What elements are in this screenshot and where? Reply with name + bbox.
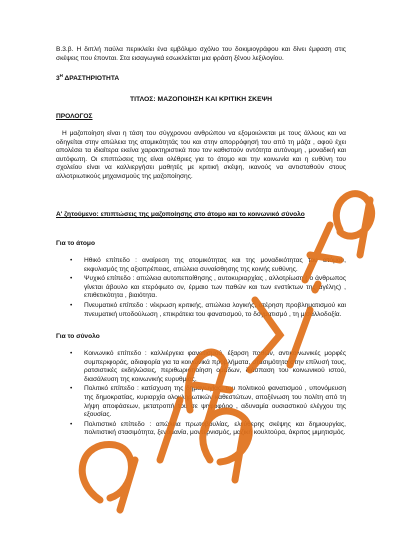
bullet-icon: • — [70, 257, 73, 264]
activity-label: ΔΡΑΣΤΗΡΙΟΤΗΤΑ — [62, 75, 120, 83]
individual-heading: Για το άτομο — [56, 240, 95, 247]
activity-number: 3 — [56, 75, 60, 83]
activity-superscript: Η — [59, 73, 63, 78]
intro-paragraph: Β.3.β. Η διπλή παύλα περικλείει ένα εμβόλιμο σχόλιο του δοκιμιογράφου και δίνει έμφαση στις σκέψεις που έπονται. Στα εισαγωγικά εσωκλείεται μια φράση ξένου λεξιλογίου. — [56, 46, 346, 62]
bullet-icon: • — [70, 275, 73, 283]
document-title: ΤΙΤΛΟΣ: ΜΑΖΟΠΟΙΗΣΗ ΚΑΙ ΚΡΙΤΙΚΗ ΣΚΕΨΗ — [129, 96, 273, 103]
prologue-paragraph: Η μαζοποίηση είναι η τάση του σύγχρονου ανθρώπου να εξομοιώνεται με τους άλλους και να οδηγείται στην απώλεια της ατομικότητάς του και στην απορρόφησή του από τη μάζα , αφού έχει απολέσει τα ιδιαίτερα εκείνα χαρακτηριστικά που τον καθιστούν οντότητα αυτόνομη , μοναδική και αυτόφωτη. Οι επιπτώσεις της είναι ολέθριες για το άτομο και την κοινωνία και η ευθύνη του σχολείου είναι να καλλιεργήσει μαθητές με κριτική σκέψη, ικανούς να αντισταθούν στους αλλοτριωτικούς μηχανισμούς της μαζοποίησης. — [56, 130, 346, 180]
bullet-icon: • — [70, 385, 73, 393]
bullet-icon: • — [70, 420, 73, 428]
society-heading: Για το σύνολο — [56, 333, 100, 340]
list-item: • Πνευματικό επίπεδο : νέκρωση κριτικής, απώλεια λογικής, στέρηση προβληματισμού και πνευματική υποδούλωση , επικράτεια του φανατισμού, το δογματισμό , τη μισαλλοδοξία. — [70, 301, 346, 318]
list-item: • Ηθικό επίπεδο : αναίρεση της ατομικότητας και της μοναδικότητας του ατόμου, εκφυλισμός της αξιοπρέπειας, απώλεια συναίσθησης της κοινής ευθύνης. — [70, 257, 346, 273]
list-item: • Κοινωνικό επίπεδο : καλλιέργεια φανατισμού, έξαρση παθών, αντικοινωνικές μορφές συμπεριφοράς, αδιαφορία για τα κοινωνικά προβλήματα, στασιμότητα στην επίλυσή τους, ρατσιστικές εκδηλώσεις, περιθωριοποίηση ομάδων, διάσπαση του κοινωνικού ιστού, διασάλευση της κοινωνικής ευρυθμίας. — [70, 350, 346, 383]
section-a-heading: Α' ζητούμενο: επιπτώσεις της μαζοποίησης στο άτομο και το κοινωνικό σύνολο — [56, 211, 305, 218]
list-item: • Πολιτιστικό επίπεδο : απώλεια πρωτοβουλίας, ελεύθερης σκέψης και δημιουργίας, πολιτιστική στασιμότητα, ξενομανία, μοντερνισμός, μαζική κουλτούρα, άκριτος μιμητισμός. — [70, 420, 346, 437]
individual-list — [70, 257, 346, 320]
bullet-icon: • — [70, 350, 73, 357]
list-item: • Πολιτικό επίπεδο : κατίσχυση της δημαγωγίας, του πολιτικού φανατισμού , υπονόμευση της δημοκρατίας, κυριαρχία ολοκληρωτικών καθεστώτων, αποξένωση του πολίτη από τη λήψη αποφάσεων, μετατροπή του σε ψηφοφόρο , αδυναμία ουσιαστικού ελέγχου της εξουσίας. — [70, 385, 346, 419]
prologue-heading: ΠΡΟΛΟΓΟΣ — [56, 113, 93, 120]
list-item: • Ψυχικό επίπεδο : απώλεια αυτοπεποίθησης , αυτοκυριαρχίας , αλλοτρίωση ( ο άνθρωπος γίνεται άβουλο και ετερόφωτο ον, έρμαιο των παθών και των ενστίκτων της αγέλης) , επιθετικότητα , βιαιότητα. — [70, 275, 346, 300]
bullet-icon: • — [70, 301, 73, 309]
activity-heading — [56, 72, 346, 84]
society-list — [70, 350, 346, 439]
